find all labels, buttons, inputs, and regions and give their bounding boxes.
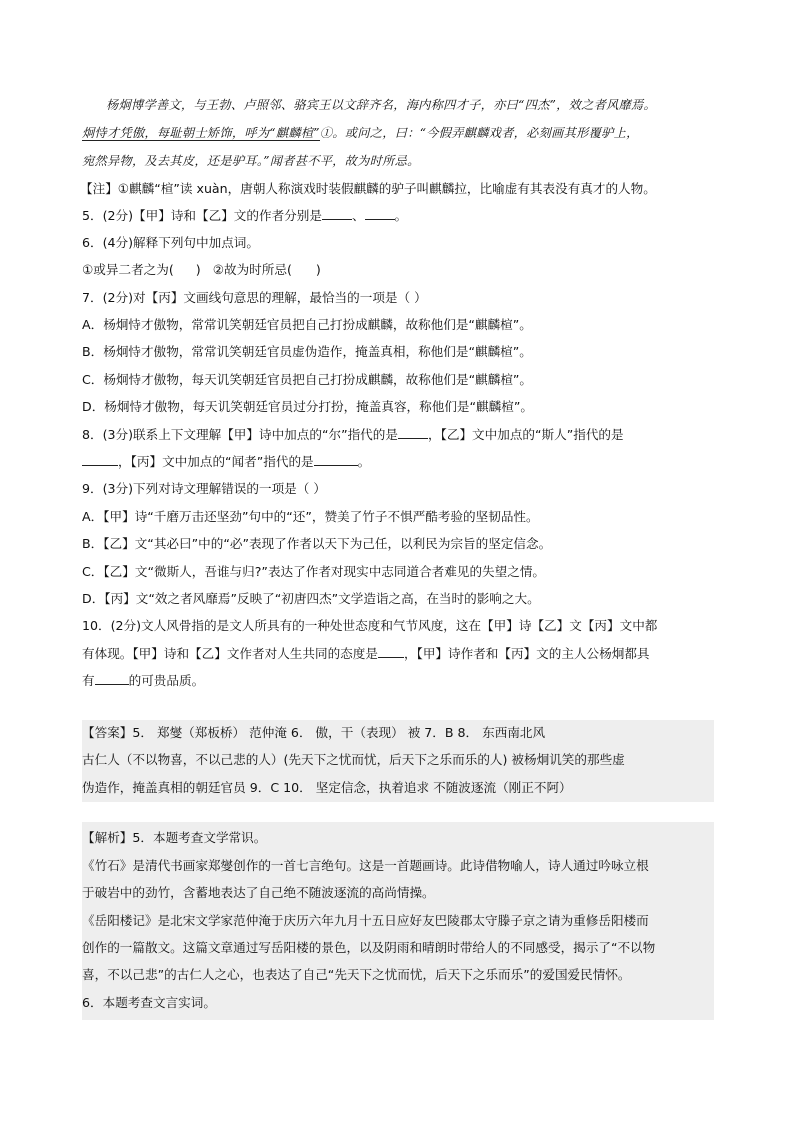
analysis-line-1: 【解析】5．本题考查文学常识。 [82, 830, 267, 845]
q9-option-d: D．【丙】文“效之者风靡焉”反映了“初唐四杰”文学造诣之高，在当时的影响之大。 [82, 591, 540, 606]
analysis-line-5: 创作的一篇散文。这篇文章通过写岳阳楼的景色，以及阴雨和晴朗时带给人的不同感受，揭示了“不以物 [82, 940, 656, 955]
q10-part-b: ，【甲】诗作者和【丙】文的主人公杨炯都具 [403, 646, 650, 661]
q6-item-1-close: ) [195, 262, 201, 277]
q6-item-1: ①或异二者之为( [82, 262, 174, 277]
q7-option-b: B．杨炯恃才傲物，常常讥笑朝廷官员虚伪造作，掩盖真相，称他们是“麒麟楦”。 [82, 344, 532, 359]
q7-option-d: D．杨炯恃才傲物，每天讥笑朝廷官员过分打扮，掩盖真容，称他们是“麒麟楦”。 [82, 399, 533, 414]
q6-item-2-close: ) [315, 262, 321, 277]
q9-option-c: C．【乙】文“微斯人，吾谁与归?”表达了作者对现实中志同道合者难见的失望之情。 [82, 564, 546, 579]
answer-line-1: 【答案】5． 郑燮（郑板桥） 范仲淹 6． 傲，干（表现） 被 7．B 8． 东西南北风 [82, 725, 546, 740]
underlined-sentence: 炯恃才凭傲，每耻朝士矫饰，呼为“麒麟楦” [82, 126, 320, 140]
analysis-line-6: 喜，不以己悲”的古仁人之心，也表达了自己“先天下之忧而忧，后天下之乐而乐”的爱国爱民情怀。 [82, 967, 631, 982]
q7-option-c: C．杨炯恃才傲物，每天讥笑朝廷官员把自己打扮成麒麟，故称他们是“麒麟楦”。 [82, 372, 533, 387]
question-8-line-1 [82, 426, 624, 444]
q9-option-a: A．【甲】诗“千磨万击还坚劲”句中的“还”，赞美了竹子不惧严酷考验的坚韧品性。 [82, 509, 539, 524]
annotation-note: 【注】①麒麟“楦”读 xuàn，唐朝人称演戏时装假麒麟的驴子叫麒麟拉，比喻虚有其表没有真才的人物。 [80, 181, 656, 196]
answer-blank [398, 426, 428, 439]
analysis-line-3: 于破岩中的劲竹，含蓄地表达了自己绝不随波逐流的高尚情操。 [82, 885, 435, 900]
question-8-line-2 [82, 453, 370, 471]
passage-line-2-rest: ①。或问之，曰：“今假弄麒麟戏者，必刻画其形覆驴上， [319, 126, 639, 140]
q8-end: 。 [357, 454, 371, 469]
q7-option-a: A．杨炯恃才傲物，常常讥笑朝廷官员把自己打扮成麒麟，故称他们是“麒麟楦”。 [82, 317, 532, 332]
answer-blank [322, 207, 352, 220]
question-5 [82, 207, 407, 225]
q6-item-2: ②故为时所忌( [212, 262, 292, 277]
analysis-line-4: 《岳阳楼记》是北宋文学家范仲淹于庆历六年九月十五日应好友巴陵郡太守滕子京之请为重修岳阳楼而 [82, 913, 649, 928]
question-10-line-3 [82, 672, 204, 690]
question-9-stem: 9．(3分)下列对诗文理解错误的一项是（ ） [82, 481, 326, 496]
answer-blank [82, 453, 118, 466]
answer-line-3: 伪造作，掩盖真相的朝廷官员 9．C 10． 坚定信念，执着追求 不随波逐流（刚正不阿） [82, 780, 572, 795]
question-10-line-2 [82, 645, 650, 663]
q5-end: 。 [394, 208, 408, 223]
q5-text: 5．(2分)【甲】诗和【乙】文的作者分别是 [82, 208, 322, 223]
q10-part-d: 的可贵品质。 [128, 673, 205, 688]
analysis-line-7: 6．本题考查文言实词。 [82, 995, 216, 1010]
question-10-line-1: 10．(2分)文人风骨指的是文人所具有的一种处世态度和气节风度，这在【甲】诗【乙】文【丙】文中都 [82, 618, 658, 633]
answer-blank [378, 645, 404, 658]
answer-line-2: 古仁人（不以物喜，不以己悲的人）(先天下之忧而忧，后天下之乐而乐的人) 被杨炯讥笑的那些虚 [82, 752, 625, 767]
q10-part-a: 有体现。【甲】诗和【乙】文作者对人生共同的态度是 [82, 646, 378, 661]
q10-part-c: 有 [82, 673, 95, 688]
answer-blank [95, 672, 129, 685]
q9-option-b: B．【乙】文“其必曰”中的“必”表现了作者以天下为己任，以利民为宗旨的坚定信念。 [82, 536, 552, 551]
passage-line-2 [82, 124, 639, 142]
passage-line-3: 宛然异物，及去其皮，还是驴耳。”闻者甚不平，故为时所忌。 [82, 154, 420, 168]
question-6-items [82, 261, 321, 279]
q8-part-3: ，【丙】文中加点的“闻者”指代的是 [118, 454, 314, 469]
question-6-stem: 6．(4分)解释下列句中加点词。 [82, 235, 259, 250]
passage-line-1: 杨炯博学善文，与王勃、卢照邻、骆宾王以文辞齐名，海内称四才子，亦曰“四杰”，效之者风靡焉。 [106, 98, 657, 112]
question-7-stem: 7．(2分)对【丙】文画线句意思的理解，最恰当的一项是（ ） [82, 290, 427, 305]
answer-blank [314, 453, 358, 466]
analysis-line-2: 《竹石》是清代书画家郑燮创作的一首七言绝句。这是一首题画诗。此诗借物喻人，诗人通过吟咏立根 [82, 858, 649, 873]
q8-part-1: 8．(3分)联系上下文理解【甲】诗中加点的“尔”指代的是 [82, 427, 398, 442]
q8-part-2: ，【乙】文中加点的“斯人”指代的是 [427, 427, 624, 442]
answer-blank [365, 207, 395, 220]
q5-sep: 、 [351, 208, 365, 223]
